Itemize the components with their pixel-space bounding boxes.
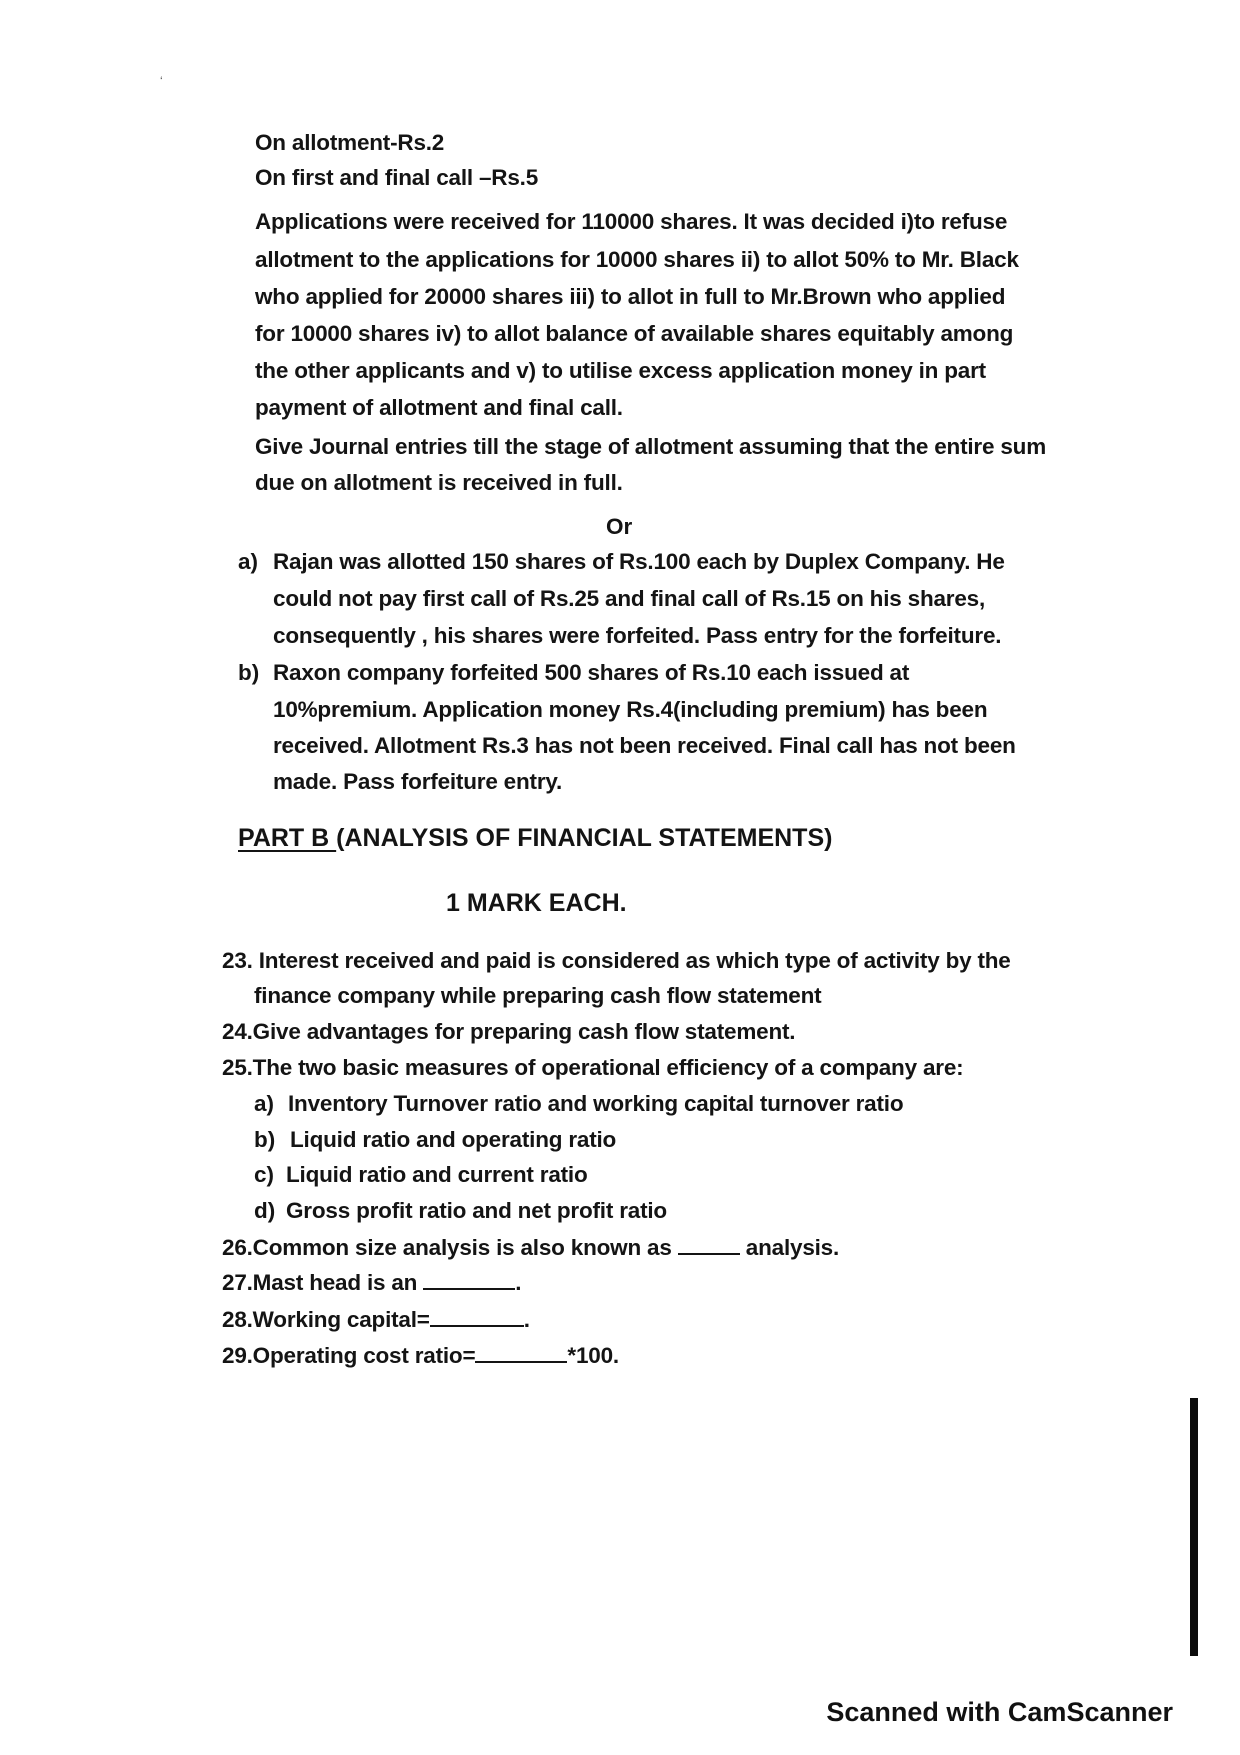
question-28-suffix: . (523, 1307, 530, 1332)
text-line: for 10000 shares iv) to allot balance of available shares equitably among (255, 321, 1014, 346)
text-line: allotment to the applications for 10000 shares ii) to allot 50% to Mr. Black (255, 247, 1019, 272)
option-marker: d) (254, 1198, 276, 1223)
or-separator: Or (606, 514, 633, 539)
text-line: made. Pass forfeiture entry. (273, 769, 563, 794)
text-line: due on allotment is received in full. (255, 470, 623, 495)
text-line: Rajan was allotted 150 shares of Rs.100 each by Duplex Company. He (273, 549, 1005, 574)
option-text: Inventory Turnover ratio and working capital turnover ratio (288, 1091, 904, 1116)
text-line: could not pay first call of Rs.25 and final call of Rs.15 on his shares, (273, 586, 986, 611)
list-marker: b) (238, 660, 260, 685)
part-b-label: PART B (238, 824, 337, 852)
question-26-suffix: analysis. (739, 1235, 840, 1260)
question-29 (222, 1341, 619, 1371)
question-23-continued: finance company while preparing cash flow statement (254, 983, 822, 1008)
question-23: 23. Interest received and paid is considered as which type of activity by the (222, 948, 1011, 973)
question-29-text: 29.Operating cost ratio= (222, 1343, 476, 1368)
text-line: who applied for 20000 shares iii) to allot in full to Mr.Brown who applied (255, 284, 1006, 309)
stray-scan-mark: ‘ (160, 74, 163, 88)
text-line: received. Allotment Rs.3 has not been received. Final call has not been (273, 733, 1016, 758)
part-b-heading (238, 822, 832, 854)
question-28-text: 28.Working capital= (222, 1307, 430, 1332)
text-line: 10%premium. Application money Rs.4(including premium) has been (273, 697, 988, 722)
question-26-text: 26.Common size analysis is also known as (222, 1235, 678, 1260)
scan-edge-bar (1190, 1398, 1198, 1656)
question-28 (222, 1305, 530, 1335)
option-text: Liquid ratio and operating ratio (290, 1127, 617, 1152)
answer-blank (475, 1341, 567, 1363)
scanner-watermark: Scanned with CamScanner (826, 1697, 1173, 1727)
text-line: Give Journal entries till the stage of allotment assuming that the entire sum (255, 434, 1047, 459)
text-line: On first and final call –Rs.5 (255, 165, 539, 190)
part-b-subtitle: (ANALYSIS OF FINANCIAL STATEMENTS) (336, 824, 833, 852)
question-27-text: 27.Mast head is an (222, 1270, 424, 1295)
text-line: payment of allotment and final call. (255, 395, 623, 420)
text-line: the other applicants and v) to utilise excess application money in part (255, 358, 986, 383)
text-line: consequently , his shares were forfeited. Pass entry for the forfeiture. (273, 623, 1002, 648)
option-text: Liquid ratio and current ratio (286, 1162, 588, 1187)
question-29-suffix: *100. (567, 1343, 619, 1368)
text-line: On allotment-Rs.2 (255, 130, 445, 155)
question-27-suffix: . (515, 1270, 522, 1295)
text-line: Applications were received for 110000 shares. It was decided i)to refuse (255, 209, 1008, 234)
question-25: 25.The two basic measures of operational efficiency of a company are: (222, 1055, 964, 1080)
question-24: 24.Give advantages for preparing cash flow statement. (222, 1019, 796, 1044)
answer-blank (678, 1233, 740, 1255)
text-line: Raxon company forfeited 500 shares of Rs.10 each issued at (273, 660, 910, 685)
marks-label: 1 MARK EACH. (446, 889, 627, 917)
option-marker: b) (254, 1127, 276, 1152)
question-26 (222, 1233, 839, 1263)
option-marker: c) (254, 1162, 275, 1187)
question-27 (222, 1268, 521, 1298)
answer-blank (423, 1268, 515, 1290)
option-text: Gross profit ratio and net profit ratio (286, 1198, 667, 1223)
list-marker: a) (238, 549, 259, 574)
answer-blank (430, 1305, 524, 1327)
option-marker: a) (254, 1091, 275, 1116)
